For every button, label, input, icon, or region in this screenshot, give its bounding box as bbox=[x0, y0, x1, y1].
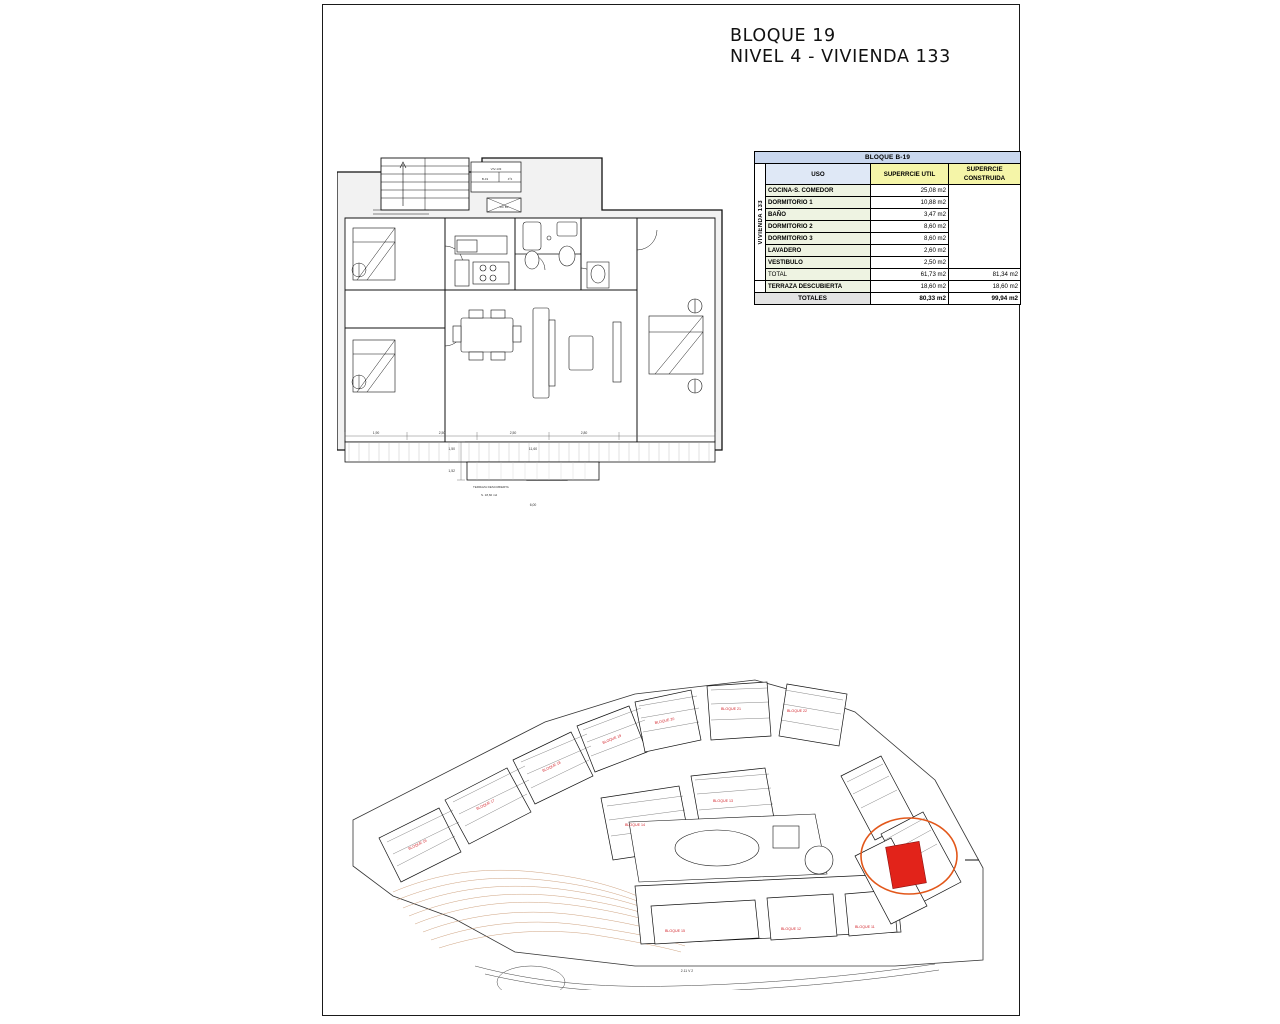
terrace-label: TERRAZA DESCUBIERTA bbox=[766, 281, 871, 293]
block-label-14: BLOQUE 14 bbox=[625, 823, 645, 827]
dimension-8: 6,00 bbox=[529, 503, 537, 507]
totals-label: TOTALES bbox=[755, 293, 871, 305]
row-construida-merged bbox=[949, 185, 1021, 269]
block-label-18: BLOQUE 18 bbox=[541, 760, 562, 773]
terrace-label-line-2: S. 18,60 m2 bbox=[481, 493, 498, 497]
block-label-13: BLOQUE 13 bbox=[713, 799, 733, 803]
row-use-label: BAÑO bbox=[766, 209, 871, 221]
table-title: BLOQUE B-19 bbox=[755, 152, 1021, 164]
total-util-value: 61,73 m2 bbox=[871, 269, 949, 281]
row-util-value: 3,47 m2 bbox=[871, 209, 949, 221]
unit-tag-line-4: RC B3 bbox=[499, 205, 509, 209]
row-use-label: LAVADERO bbox=[766, 245, 871, 257]
terrace-label-line-1: TERRAZA DESCUBIERTA bbox=[473, 485, 509, 489]
column-header-construida: SUPERRCIE CONSTRUIDA bbox=[949, 164, 1021, 185]
total-label: TOTAL bbox=[766, 269, 871, 281]
terrace-construida-value: 18,60 m2 bbox=[949, 281, 1021, 293]
unit-vertical-label-text: VIVIENDA 133 bbox=[758, 199, 764, 245]
unit-tag-line-3: 4º4 bbox=[507, 177, 513, 181]
totals-util-value: 80,33 m2 bbox=[871, 293, 949, 305]
page-title-line-2: NIVEL 4 - VIVIENDA 133 bbox=[730, 47, 951, 67]
dimension-1: 1,90 bbox=[372, 431, 380, 435]
unit-tag-line-1: VIV-133 bbox=[490, 167, 502, 171]
block-label-15: BLOQUE 15 bbox=[665, 929, 685, 933]
dimension-6: 1,50 bbox=[448, 447, 455, 451]
table-row-header bbox=[755, 152, 1021, 164]
dimension-3: 2,50 bbox=[509, 431, 517, 435]
page-title-line-1: BLOQUE 19 bbox=[730, 26, 836, 46]
spacer-cell bbox=[755, 281, 766, 293]
table-row bbox=[755, 185, 1021, 197]
row-util-value: 8,60 m2 bbox=[871, 221, 949, 233]
row-util-value: 8,60 m2 bbox=[871, 233, 949, 245]
dimension-7: 1,52 bbox=[448, 469, 455, 473]
highlighted-unit bbox=[886, 841, 927, 888]
block-label-17: BLOQUE 17 bbox=[475, 798, 496, 811]
total-construida-value: 81,34 m2 bbox=[949, 269, 1021, 281]
block-label-21: BLOQUE 21 bbox=[721, 707, 741, 711]
site-scale-note: 2.11 V 2 bbox=[680, 969, 694, 973]
unit-vertical-label bbox=[755, 164, 766, 281]
surface-area-table bbox=[754, 151, 1021, 305]
site-plan-drawing bbox=[335, 660, 995, 990]
column-header-util: SUPERRCIE UTIL bbox=[871, 164, 949, 185]
row-util-value: 2,50 m2 bbox=[871, 257, 949, 269]
block-label-22: BLOQUE 22 bbox=[787, 709, 807, 713]
terrace-util-value: 18,60 m2 bbox=[871, 281, 949, 293]
unit-tag-line-2: B-19 bbox=[481, 177, 489, 181]
column-header-uso: USO bbox=[766, 164, 871, 185]
row-use-label: VESTIBULO bbox=[766, 257, 871, 269]
table-row-total bbox=[755, 269, 1021, 281]
title-block bbox=[730, 26, 990, 68]
table-row-totals bbox=[755, 293, 1021, 305]
row-util-value: 2,60 m2 bbox=[871, 245, 949, 257]
block-label-12: BLOQUE 12 bbox=[781, 927, 801, 931]
row-use-label: DORMITORIO 1 bbox=[766, 197, 871, 209]
table-row-column-headers bbox=[755, 164, 1021, 185]
block-label-19-plan: BLOQUE 19 bbox=[601, 733, 622, 745]
row-util-value: 10,88 m2 bbox=[871, 197, 949, 209]
row-util-value: 25,08 m2 bbox=[871, 185, 949, 197]
block-label-11: BLOQUE 11 bbox=[855, 925, 875, 929]
dimension-4: 2,80 bbox=[580, 431, 588, 435]
row-use-label: COCINA-S. COMEDOR bbox=[766, 185, 871, 197]
dimension-overall: 11,60 bbox=[528, 447, 538, 451]
row-use-label: DORMITORIO 2 bbox=[766, 221, 871, 233]
row-use-label: DORMITORIO 3 bbox=[766, 233, 871, 245]
floor-plan-drawing bbox=[337, 150, 737, 520]
dimension-2: 2,50 bbox=[438, 431, 446, 435]
totals-construida-value: 99,94 m2 bbox=[949, 293, 1021, 305]
block-label-16: BLOQUE 16 bbox=[407, 838, 428, 851]
block-label-20: BLOQUE 20 bbox=[654, 716, 675, 725]
table-row-terrace bbox=[755, 281, 1021, 293]
